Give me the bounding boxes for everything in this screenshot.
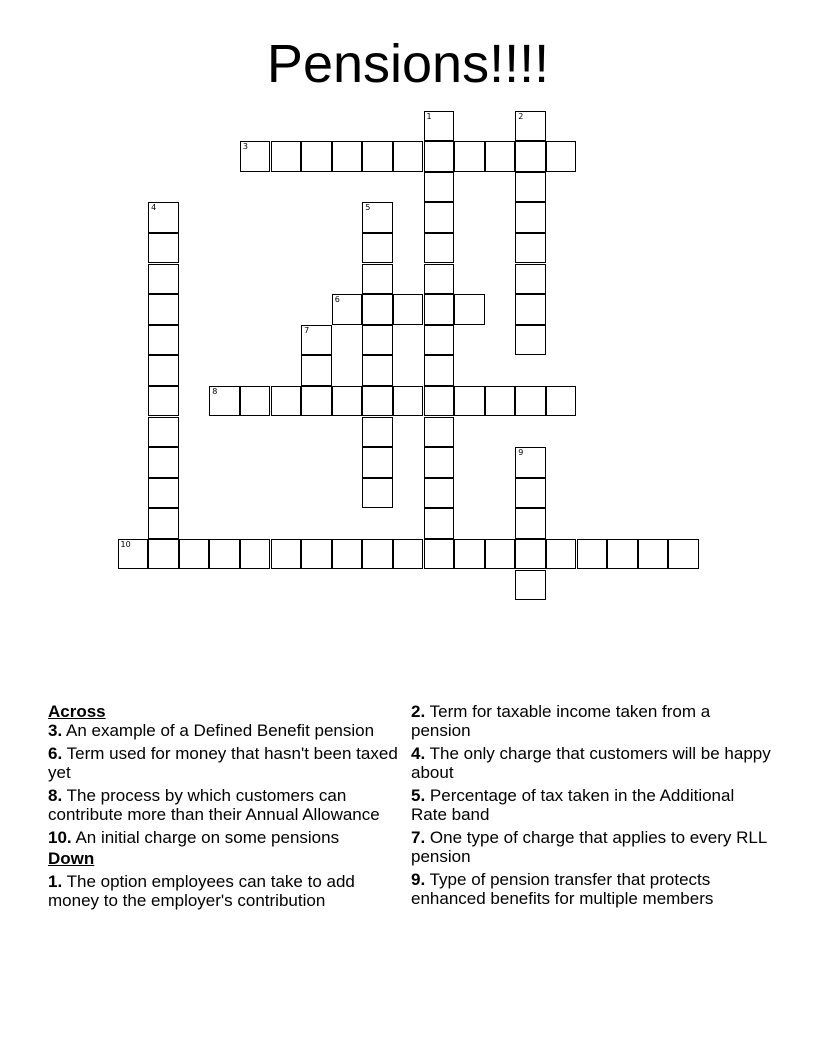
grid-cell[interactable] xyxy=(638,539,669,570)
clue-number: 4. xyxy=(411,744,426,763)
grid-cell[interactable] xyxy=(209,386,240,417)
grid-cell[interactable] xyxy=(515,202,546,233)
cell-number: 1 xyxy=(426,111,432,121)
down-heading: Down xyxy=(48,849,95,868)
grid-cell[interactable] xyxy=(424,386,455,417)
clue-text: The only charge that customers will be happy about xyxy=(411,744,771,782)
grid-cell[interactable] xyxy=(424,111,455,142)
grid-cell[interactable] xyxy=(362,202,393,233)
grid-cell[interactable] xyxy=(393,294,424,325)
grid-cell[interactable] xyxy=(118,539,149,570)
grid-cell[interactable] xyxy=(362,386,393,417)
grid-cell[interactable] xyxy=(393,539,424,570)
grid-cell[interactable] xyxy=(301,355,332,386)
clue-number: 1. xyxy=(48,872,63,891)
grid-cell[interactable] xyxy=(515,264,546,295)
grid-cell[interactable] xyxy=(607,539,638,570)
clue-down-9 xyxy=(411,870,771,908)
grid-cell[interactable] xyxy=(148,539,179,570)
grid-cell[interactable] xyxy=(485,539,516,570)
grid-cell[interactable] xyxy=(301,325,332,356)
grid-cell[interactable] xyxy=(424,141,455,172)
grid-cell[interactable] xyxy=(424,294,455,325)
grid-cell[interactable] xyxy=(301,539,332,570)
cell-number: 7 xyxy=(304,325,310,335)
grid-cell[interactable] xyxy=(271,386,302,417)
grid-cell[interactable] xyxy=(209,539,240,570)
clue-across-6 xyxy=(48,744,408,782)
grid-cell[interactable] xyxy=(240,386,271,417)
grid-cell[interactable] xyxy=(424,264,455,295)
grid-cell[interactable] xyxy=(271,539,302,570)
grid-cell[interactable] xyxy=(332,294,363,325)
clue-text: An example of a Defined Benefit pension xyxy=(65,721,375,740)
grid-cell[interactable] xyxy=(393,141,424,172)
grid-cell[interactable] xyxy=(454,141,485,172)
clue-across-3 xyxy=(48,721,408,740)
grid-cell[interactable] xyxy=(424,325,455,356)
grid-cell[interactable] xyxy=(148,264,179,295)
clue-text: One type of charge that applies to every RLL pension xyxy=(411,828,767,866)
grid-cell[interactable] xyxy=(179,539,210,570)
grid-cell[interactable] xyxy=(515,447,546,478)
grid-cell[interactable] xyxy=(424,447,455,478)
grid-cell[interactable] xyxy=(393,386,424,417)
clue-across-10 xyxy=(48,828,408,847)
clue-number: 7. xyxy=(411,828,426,847)
grid-cell[interactable] xyxy=(362,325,393,356)
grid-cell[interactable] xyxy=(577,539,608,570)
grid-cell[interactable] xyxy=(362,478,393,509)
grid-cell[interactable] xyxy=(424,233,455,264)
cell-number: 8 xyxy=(212,386,218,396)
grid-cell[interactable] xyxy=(515,172,546,203)
grid-cell[interactable] xyxy=(240,141,271,172)
grid-cell[interactable] xyxy=(515,141,546,172)
cell-number: 6 xyxy=(334,295,340,305)
clue-number: 8. xyxy=(48,786,63,805)
cell-number: 2 xyxy=(518,111,524,121)
clue-number: 10. xyxy=(48,828,72,847)
clue-number: 6. xyxy=(48,744,63,763)
grid-cell[interactable] xyxy=(362,539,393,570)
grid-cell[interactable] xyxy=(362,447,393,478)
clue-text: Term used for money that hasn't been taxed yet xyxy=(48,744,398,782)
grid-cell[interactable] xyxy=(148,447,179,478)
clue-number: 9. xyxy=(411,870,426,889)
grid-cell[interactable] xyxy=(424,417,455,448)
cell-number: 3 xyxy=(242,142,248,152)
cell-number: 5 xyxy=(365,203,371,213)
grid-cell[interactable] xyxy=(515,508,546,539)
grid-cell[interactable] xyxy=(454,294,485,325)
grid-cell[interactable] xyxy=(148,386,179,417)
clue-number: 2. xyxy=(411,702,426,721)
grid-cell[interactable] xyxy=(332,386,363,417)
grid-cell[interactable] xyxy=(301,386,332,417)
clue-text: The process by which customers can contribute more than their Annual Allowance xyxy=(48,786,380,824)
grid-cell[interactable] xyxy=(362,141,393,172)
grid-cell[interactable] xyxy=(424,172,455,203)
grid-cell[interactable] xyxy=(515,111,546,142)
grid-cell[interactable] xyxy=(240,539,271,570)
clue-down-1 xyxy=(48,872,408,910)
cell-number: 4 xyxy=(151,203,157,213)
grid-cell[interactable] xyxy=(148,355,179,386)
across-heading: Across xyxy=(48,702,106,721)
grid-cell[interactable] xyxy=(362,355,393,386)
grid-cell[interactable] xyxy=(424,539,455,570)
grid-cell[interactable] xyxy=(301,141,332,172)
grid-cell[interactable] xyxy=(546,386,577,417)
grid-cell[interactable] xyxy=(148,417,179,448)
clue-down-2 xyxy=(411,702,771,740)
grid-cell[interactable] xyxy=(148,294,179,325)
grid-cell[interactable] xyxy=(424,508,455,539)
grid-cell[interactable] xyxy=(148,202,179,233)
grid-cell[interactable] xyxy=(362,264,393,295)
grid-cell[interactable] xyxy=(271,141,302,172)
clue-down-5 xyxy=(411,786,771,824)
grid-cell[interactable] xyxy=(454,386,485,417)
clue-text: An initial charge on some pensions xyxy=(75,828,340,847)
grid-cell[interactable] xyxy=(515,539,546,570)
clue-text: The option employees can take to add money to the employer's contribution xyxy=(48,872,355,910)
clue-text: Type of pension transfer that protects enhanced benefits for multiple members xyxy=(411,870,714,908)
grid-cell[interactable] xyxy=(485,141,516,172)
grid-cell[interactable] xyxy=(332,539,363,570)
grid-cell[interactable] xyxy=(148,508,179,539)
puzzle-title: Pensions!!!! xyxy=(266,34,550,94)
clue-text: Term for taxable income taken from a pension xyxy=(411,702,711,740)
clues-column-left xyxy=(48,702,408,914)
grid-cell[interactable] xyxy=(332,141,363,172)
clue-down-4 xyxy=(411,744,771,782)
grid-cell[interactable] xyxy=(148,478,179,509)
clue-down-7 xyxy=(411,828,771,866)
grid-cell[interactable] xyxy=(424,355,455,386)
grid-cell[interactable] xyxy=(485,386,516,417)
grid-cell[interactable] xyxy=(362,417,393,448)
clue-text: Percentage of tax taken in the Additional Rate band xyxy=(411,786,735,824)
clue-number: 5. xyxy=(411,786,426,805)
grid-cell[interactable] xyxy=(546,539,577,570)
clues-column-right xyxy=(411,702,771,912)
grid-cell[interactable] xyxy=(362,294,393,325)
grid-cell[interactable] xyxy=(424,478,455,509)
grid-cell[interactable] xyxy=(515,233,546,264)
grid-cell[interactable] xyxy=(668,539,699,570)
clue-number: 3. xyxy=(48,721,63,740)
grid-cell[interactable] xyxy=(515,294,546,325)
cell-number: 10 xyxy=(120,539,131,549)
grid-cell[interactable] xyxy=(148,325,179,356)
grid-cell[interactable] xyxy=(148,233,179,264)
grid-cell[interactable] xyxy=(515,478,546,509)
grid-cell[interactable] xyxy=(515,570,546,601)
grid-cell[interactable] xyxy=(362,233,393,264)
grid-cell[interactable] xyxy=(424,202,455,233)
cell-number: 9 xyxy=(518,448,524,458)
clue-across-8 xyxy=(48,786,408,824)
grid-cell[interactable] xyxy=(515,325,546,356)
grid-cell[interactable] xyxy=(454,539,485,570)
grid-cell[interactable] xyxy=(546,141,577,172)
grid-cell[interactable] xyxy=(515,386,546,417)
